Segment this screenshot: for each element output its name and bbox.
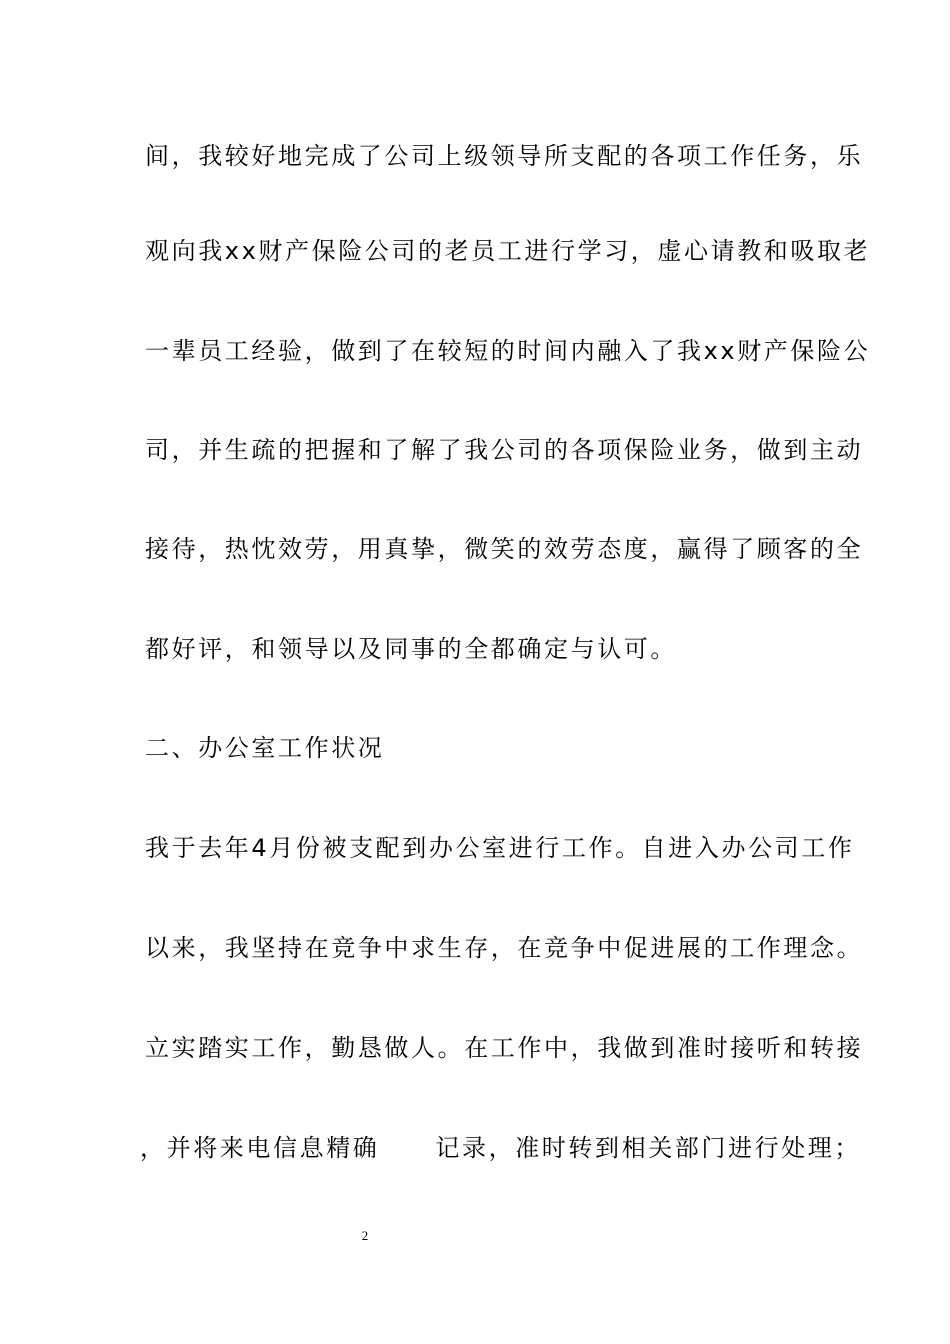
body-text-line: 间，我较好地完成了公司上级领导所支配的各项工作任务，乐 — [145, 142, 864, 170]
body-text-line: 接待，热忱效劳，用真挚，微笑的效劳态度，赢得了顾客的全 — [145, 535, 864, 563]
body-text-line: 立实踏实工作，勤恳做人。在工作中，我做到准时接听和转接 — [145, 1034, 864, 1062]
body-text-fragment: ，并将来电信息精确 — [140, 1134, 380, 1162]
body-text-line: 都好评，和领导以及同事的全都确定与认可。 — [145, 635, 677, 663]
body-text-line — [140, 1133, 862, 1163]
body-text-line: 司，并生疏的把握和了解了我公司的各项保险业务，做到主动 — [145, 436, 864, 464]
body-text-line: 一辈员工经验，做到了在较短的时间内融入了我xx财产保险公 — [145, 337, 871, 365]
page-number: 2 — [361, 1228, 369, 1243]
section-heading: 二、办公室工作状况 — [145, 734, 385, 762]
body-text-line: 观向我xx财产保险公司的老员工进行学习，虚心请教和吸取老 — [145, 237, 871, 265]
body-text-fragment: 记录，准时转到相关部门进行处理； — [435, 1134, 862, 1162]
body-text-line: 我于去年4月份被支配到办公室进行工作。自进入办公司工作 — [145, 834, 855, 862]
body-text-line: 以来，我坚持在竞争中求生存，在竞争中促进展的工作理念。 — [145, 934, 864, 962]
